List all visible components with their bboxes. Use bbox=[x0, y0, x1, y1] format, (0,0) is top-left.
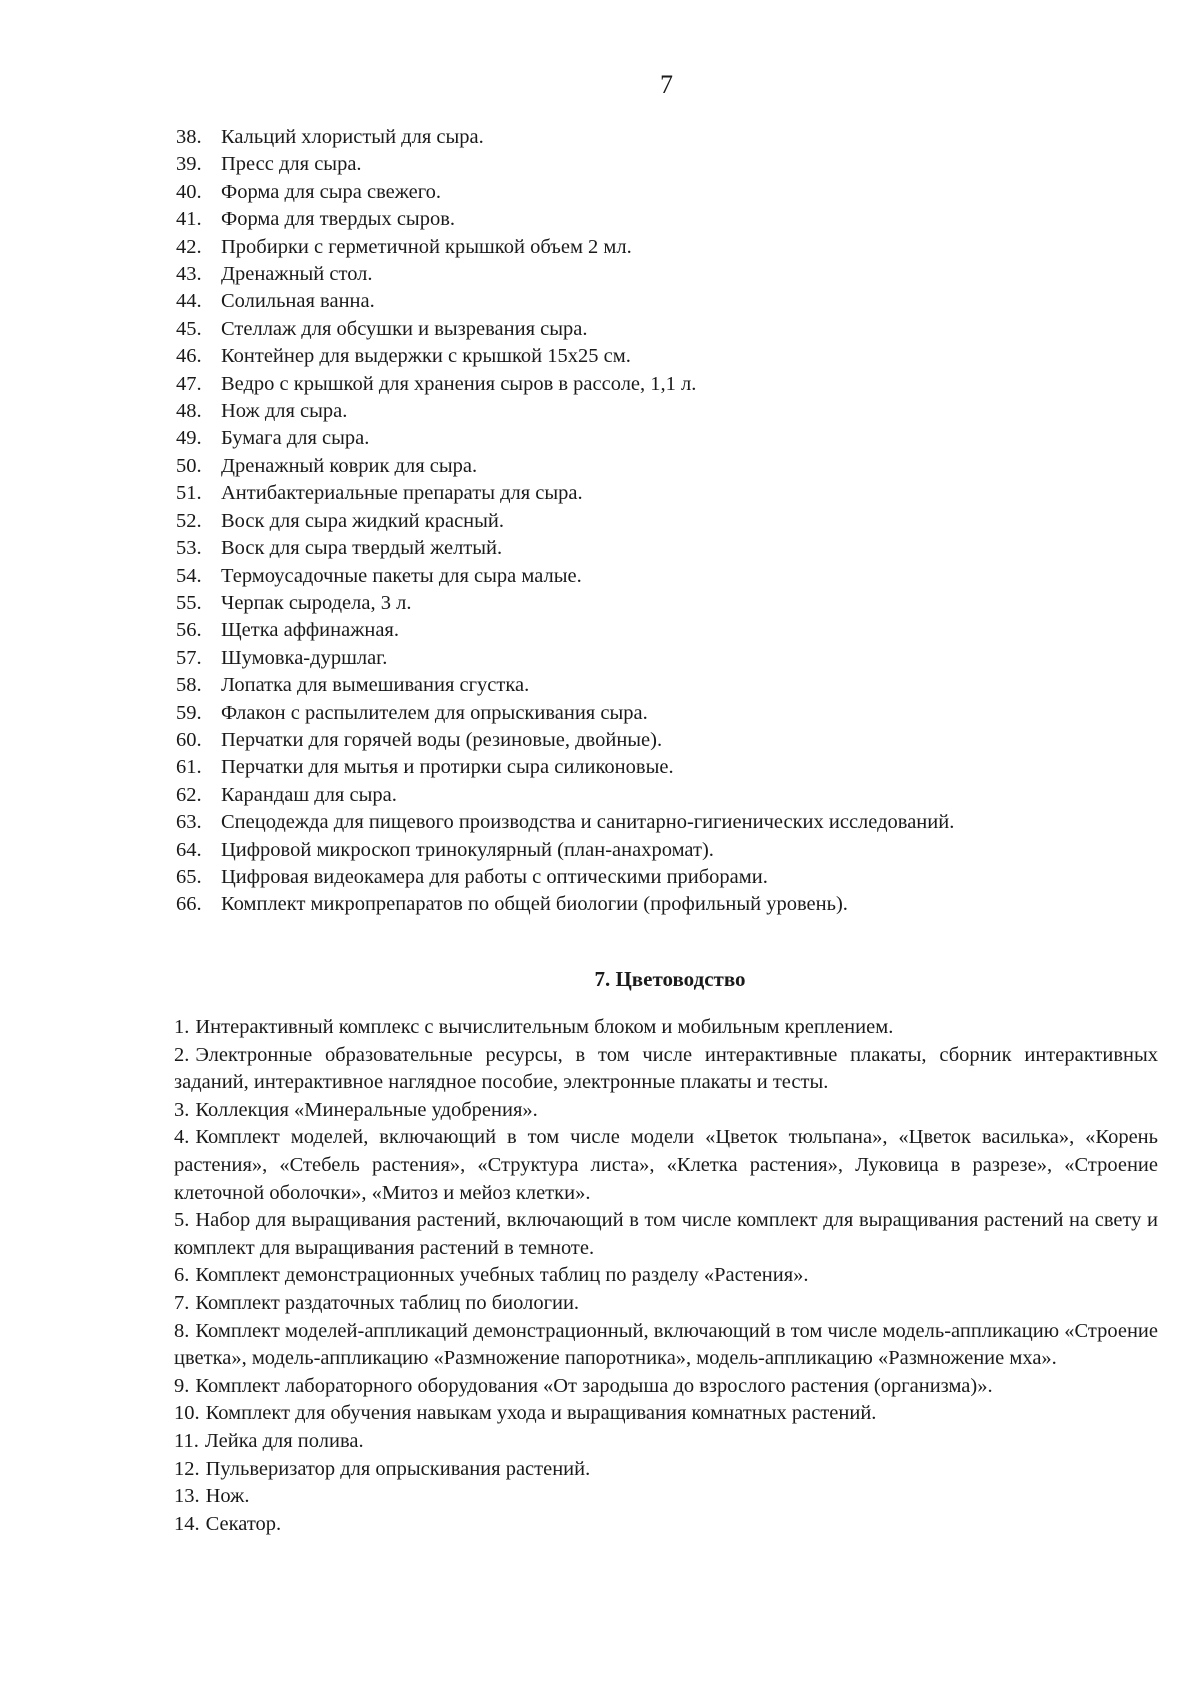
list-item-number: 41. bbox=[176, 208, 202, 231]
list-item bbox=[176, 672, 1136, 699]
list-item bbox=[174, 1097, 1158, 1125]
list-item-number: 66. bbox=[176, 893, 202, 916]
list-item bbox=[176, 151, 1136, 178]
list-item-text: Нож для сыра. bbox=[221, 400, 348, 423]
list-item bbox=[176, 535, 1136, 562]
list-item-text: Стеллаж для обсушки и вызревания сыра. bbox=[221, 317, 588, 340]
list-item bbox=[174, 1511, 1158, 1539]
list-item-text: Лопатка для вымешивания сгустка. bbox=[221, 674, 530, 697]
list-item-text: Пробирки с герметичной крышкой объем 2 мл. bbox=[221, 235, 632, 258]
list-item-number: 53. bbox=[176, 537, 202, 560]
list-item bbox=[176, 124, 1136, 151]
list-item bbox=[176, 782, 1136, 809]
list-item bbox=[174, 1262, 1158, 1290]
list-item bbox=[174, 1400, 1158, 1428]
list-item-number: 62. bbox=[176, 783, 202, 806]
list-item bbox=[176, 371, 1136, 398]
list-item-number: 48. bbox=[176, 400, 202, 423]
list-item-number: 8. bbox=[174, 1319, 190, 1342]
list-item-text: Комплект демонстрационных учебных таблиц по разделу «Растения». bbox=[195, 1264, 809, 1287]
list-item-number: 5. bbox=[174, 1209, 190, 1232]
list-item-number: 4. bbox=[174, 1126, 190, 1149]
list-item-text: Солильная ванна. bbox=[221, 290, 375, 313]
list-item bbox=[176, 261, 1136, 288]
list-item bbox=[174, 1124, 1158, 1207]
list-item bbox=[174, 1373, 1158, 1401]
list-item-text: Комплект моделей, включающий в том числе модели «Цветок тюльпана», «Цветок василька», «Корень растения», «Стебель растения», «Структура листа», «Клетка растения», Луковица в разрезе», «Строение клеточной оболочки», «Митоз и мейоз клетки». bbox=[174, 1126, 1158, 1204]
list-item-number: 1. bbox=[174, 1016, 190, 1038]
page-number: 7 bbox=[660, 70, 673, 99]
list-item bbox=[176, 837, 1136, 864]
list-item-number: 38. bbox=[176, 126, 202, 148]
list-item-text: Карандаш для сыра. bbox=[221, 783, 397, 806]
list-item-number: 14. bbox=[174, 1512, 200, 1535]
list-item bbox=[176, 590, 1136, 617]
list-item-text: Электронные образовательные ресурсы, в том числе интерактивные плакаты, сборник интерактивных заданий, интерактивное наглядное пособие, электронные плакаты и тесты. bbox=[174, 1043, 1158, 1094]
list-item-text: Термоусадочные пакеты для сыра малые. bbox=[221, 564, 582, 587]
list-item-number: 10. bbox=[174, 1402, 200, 1425]
list-item-text: Щетка аффинажная. bbox=[221, 619, 399, 642]
list-item-number: 11. bbox=[174, 1429, 199, 1452]
list-item-text: Контейнер для выдержки с крышкой 15х25 см. bbox=[221, 345, 631, 368]
list-item bbox=[174, 1456, 1158, 1484]
list-item bbox=[176, 425, 1136, 452]
list-item bbox=[174, 1428, 1158, 1456]
list-item-text: Кальций хлористый для сыра. bbox=[221, 126, 484, 148]
list-item-text: Комплект моделей-аппликаций демонстрационный, включающий в том числе модель-аппликацию «Строение цветка», модель-аппликацию «Размножение папоротника», модель-аппликацию «Размножение мха». bbox=[174, 1319, 1158, 1370]
list-item bbox=[176, 754, 1136, 781]
list-item-number: 56. bbox=[176, 619, 202, 642]
list-item-text: Комплект лабораторного оборудования «От зародыша до взрослого растения (организма)». bbox=[195, 1374, 993, 1397]
list-item bbox=[176, 891, 1136, 918]
list-item-text: Перчатки для горячей воды (резиновые, двойные). bbox=[221, 728, 663, 751]
list-item bbox=[176, 617, 1136, 644]
list-item-text: Дренажный коврик для сыра. bbox=[221, 454, 478, 477]
list-item-number: 13. bbox=[174, 1485, 200, 1508]
list-item-text: Шумовка-дуршлаг. bbox=[221, 646, 388, 669]
list-item bbox=[176, 398, 1136, 425]
list-item-number: 59. bbox=[176, 701, 202, 724]
list-item-text: Цифровой микроскоп тринокулярный (план-анахромат). bbox=[221, 838, 714, 861]
list-item-number: 65. bbox=[176, 865, 202, 888]
list-item-text: Коллекция «Минеральные удобрения». bbox=[195, 1098, 538, 1121]
list-item-number: 57. bbox=[176, 646, 202, 669]
list-item-text: Форма для сыра свежего. bbox=[221, 180, 442, 203]
list-item-text: Набор для выращивания растений, включающий в том числе комплект для выращивания растений на свету и комплект для выращивания растений в темноте. bbox=[174, 1209, 1158, 1259]
list-item bbox=[176, 453, 1136, 480]
list-item bbox=[176, 864, 1136, 891]
list-item-number: 47. bbox=[176, 372, 202, 395]
list-item bbox=[176, 645, 1136, 672]
list-item bbox=[176, 563, 1136, 590]
list-item-number: 2. bbox=[174, 1043, 190, 1066]
list-item-number: 64. bbox=[176, 838, 202, 861]
list-item-number: 61. bbox=[176, 756, 202, 779]
list-item-number: 3. bbox=[174, 1098, 190, 1121]
list-item bbox=[174, 1290, 1158, 1318]
list-item bbox=[176, 179, 1136, 206]
list-item-text: Спецодежда для пищевого производства и санитарно-гигиенических исследований. bbox=[221, 811, 955, 834]
list-item-text: Пресс для сыра. bbox=[221, 153, 362, 176]
list-item-text: Перчатки для мытья и протирки сыра силиконовые. bbox=[221, 756, 674, 779]
list-item bbox=[174, 1014, 1158, 1042]
list-item-text: Секатор. bbox=[205, 1512, 282, 1535]
floriculture-equipment-list bbox=[174, 1014, 1158, 1538]
list-item bbox=[176, 288, 1136, 315]
list-item bbox=[176, 234, 1136, 261]
list-item-text: Ведро с крышкой для хранения сыров в рассоле, 1,1 л. bbox=[221, 372, 697, 395]
list-item bbox=[176, 480, 1136, 507]
list-item-text: Комплект микропрепаратов по общей биологии (профильный уровень). bbox=[221, 893, 848, 916]
list-item-number: 6. bbox=[174, 1264, 190, 1287]
list-item-number: 60. bbox=[176, 728, 202, 751]
list-item bbox=[176, 206, 1136, 233]
equipment-list-continued bbox=[176, 124, 1136, 919]
list-item-number: 39. bbox=[176, 153, 202, 176]
list-item bbox=[176, 343, 1136, 370]
list-item-text: Комплект раздаточных таблиц по биологии. bbox=[195, 1291, 580, 1314]
list-item-text: Форма для твердых сыров. bbox=[221, 208, 456, 231]
list-item-text: Антибактериальные препараты для сыра. bbox=[221, 482, 583, 505]
list-item-number: 7. bbox=[174, 1291, 190, 1314]
list-item bbox=[174, 1483, 1158, 1511]
list-item bbox=[176, 809, 1136, 836]
list-item-number: 43. bbox=[176, 263, 202, 286]
list-item-number: 55. bbox=[176, 591, 202, 614]
list-item-text: Воск для сыра жидкий красный. bbox=[221, 509, 505, 532]
list-item-number: 40. bbox=[176, 180, 202, 203]
list-item bbox=[174, 1042, 1158, 1097]
list-item-text: Флакон с распылителем для опрыскивания сыра. bbox=[221, 701, 648, 724]
list-item-number: 9. bbox=[174, 1374, 190, 1397]
list-item-number: 45. bbox=[176, 317, 202, 340]
list-item-number: 54. bbox=[176, 564, 202, 587]
list-item-number: 49. bbox=[176, 427, 202, 450]
list-item bbox=[176, 508, 1136, 535]
list-item-number: 63. bbox=[176, 811, 202, 834]
list-item-number: 51. bbox=[176, 482, 202, 505]
list-item-text: Интерактивный комплекс с вычислительным блоком и мобильным креплением. bbox=[195, 1016, 894, 1038]
list-item bbox=[176, 727, 1136, 754]
list-item-number: 58. bbox=[176, 674, 202, 697]
section-heading: 7. Цветоводство bbox=[594, 967, 746, 991]
list-item-text: Лейка для полива. bbox=[204, 1429, 364, 1452]
list-item-text: Воск для сыра твердый желтый. bbox=[221, 537, 503, 560]
list-item bbox=[174, 1318, 1158, 1373]
list-item-number: 50. bbox=[176, 454, 202, 477]
list-item-number: 52. bbox=[176, 509, 202, 532]
list-item bbox=[174, 1207, 1158, 1262]
list-item-number: 42. bbox=[176, 235, 202, 258]
list-item-text: Нож. bbox=[205, 1485, 250, 1508]
list-item-number: 12. bbox=[174, 1457, 200, 1480]
list-item-text: Цифровая видеокамера для работы с оптическими приборами. bbox=[221, 865, 768, 888]
list-item-text: Пульверизатор для опрыскивания растений. bbox=[205, 1457, 591, 1480]
list-item-text: Бумага для сыра. bbox=[221, 427, 370, 450]
list-item bbox=[176, 316, 1136, 343]
list-item-text: Черпак сыродела, 3 л. bbox=[221, 591, 412, 614]
list-item-number: 46. bbox=[176, 345, 202, 368]
list-item-text: Комплект для обучения навыкам ухода и выращивания комнатных растений. bbox=[205, 1402, 877, 1425]
list-item-number: 44. bbox=[176, 290, 202, 313]
list-item bbox=[176, 700, 1136, 727]
list-item-text: Дренажный стол. bbox=[221, 263, 373, 286]
